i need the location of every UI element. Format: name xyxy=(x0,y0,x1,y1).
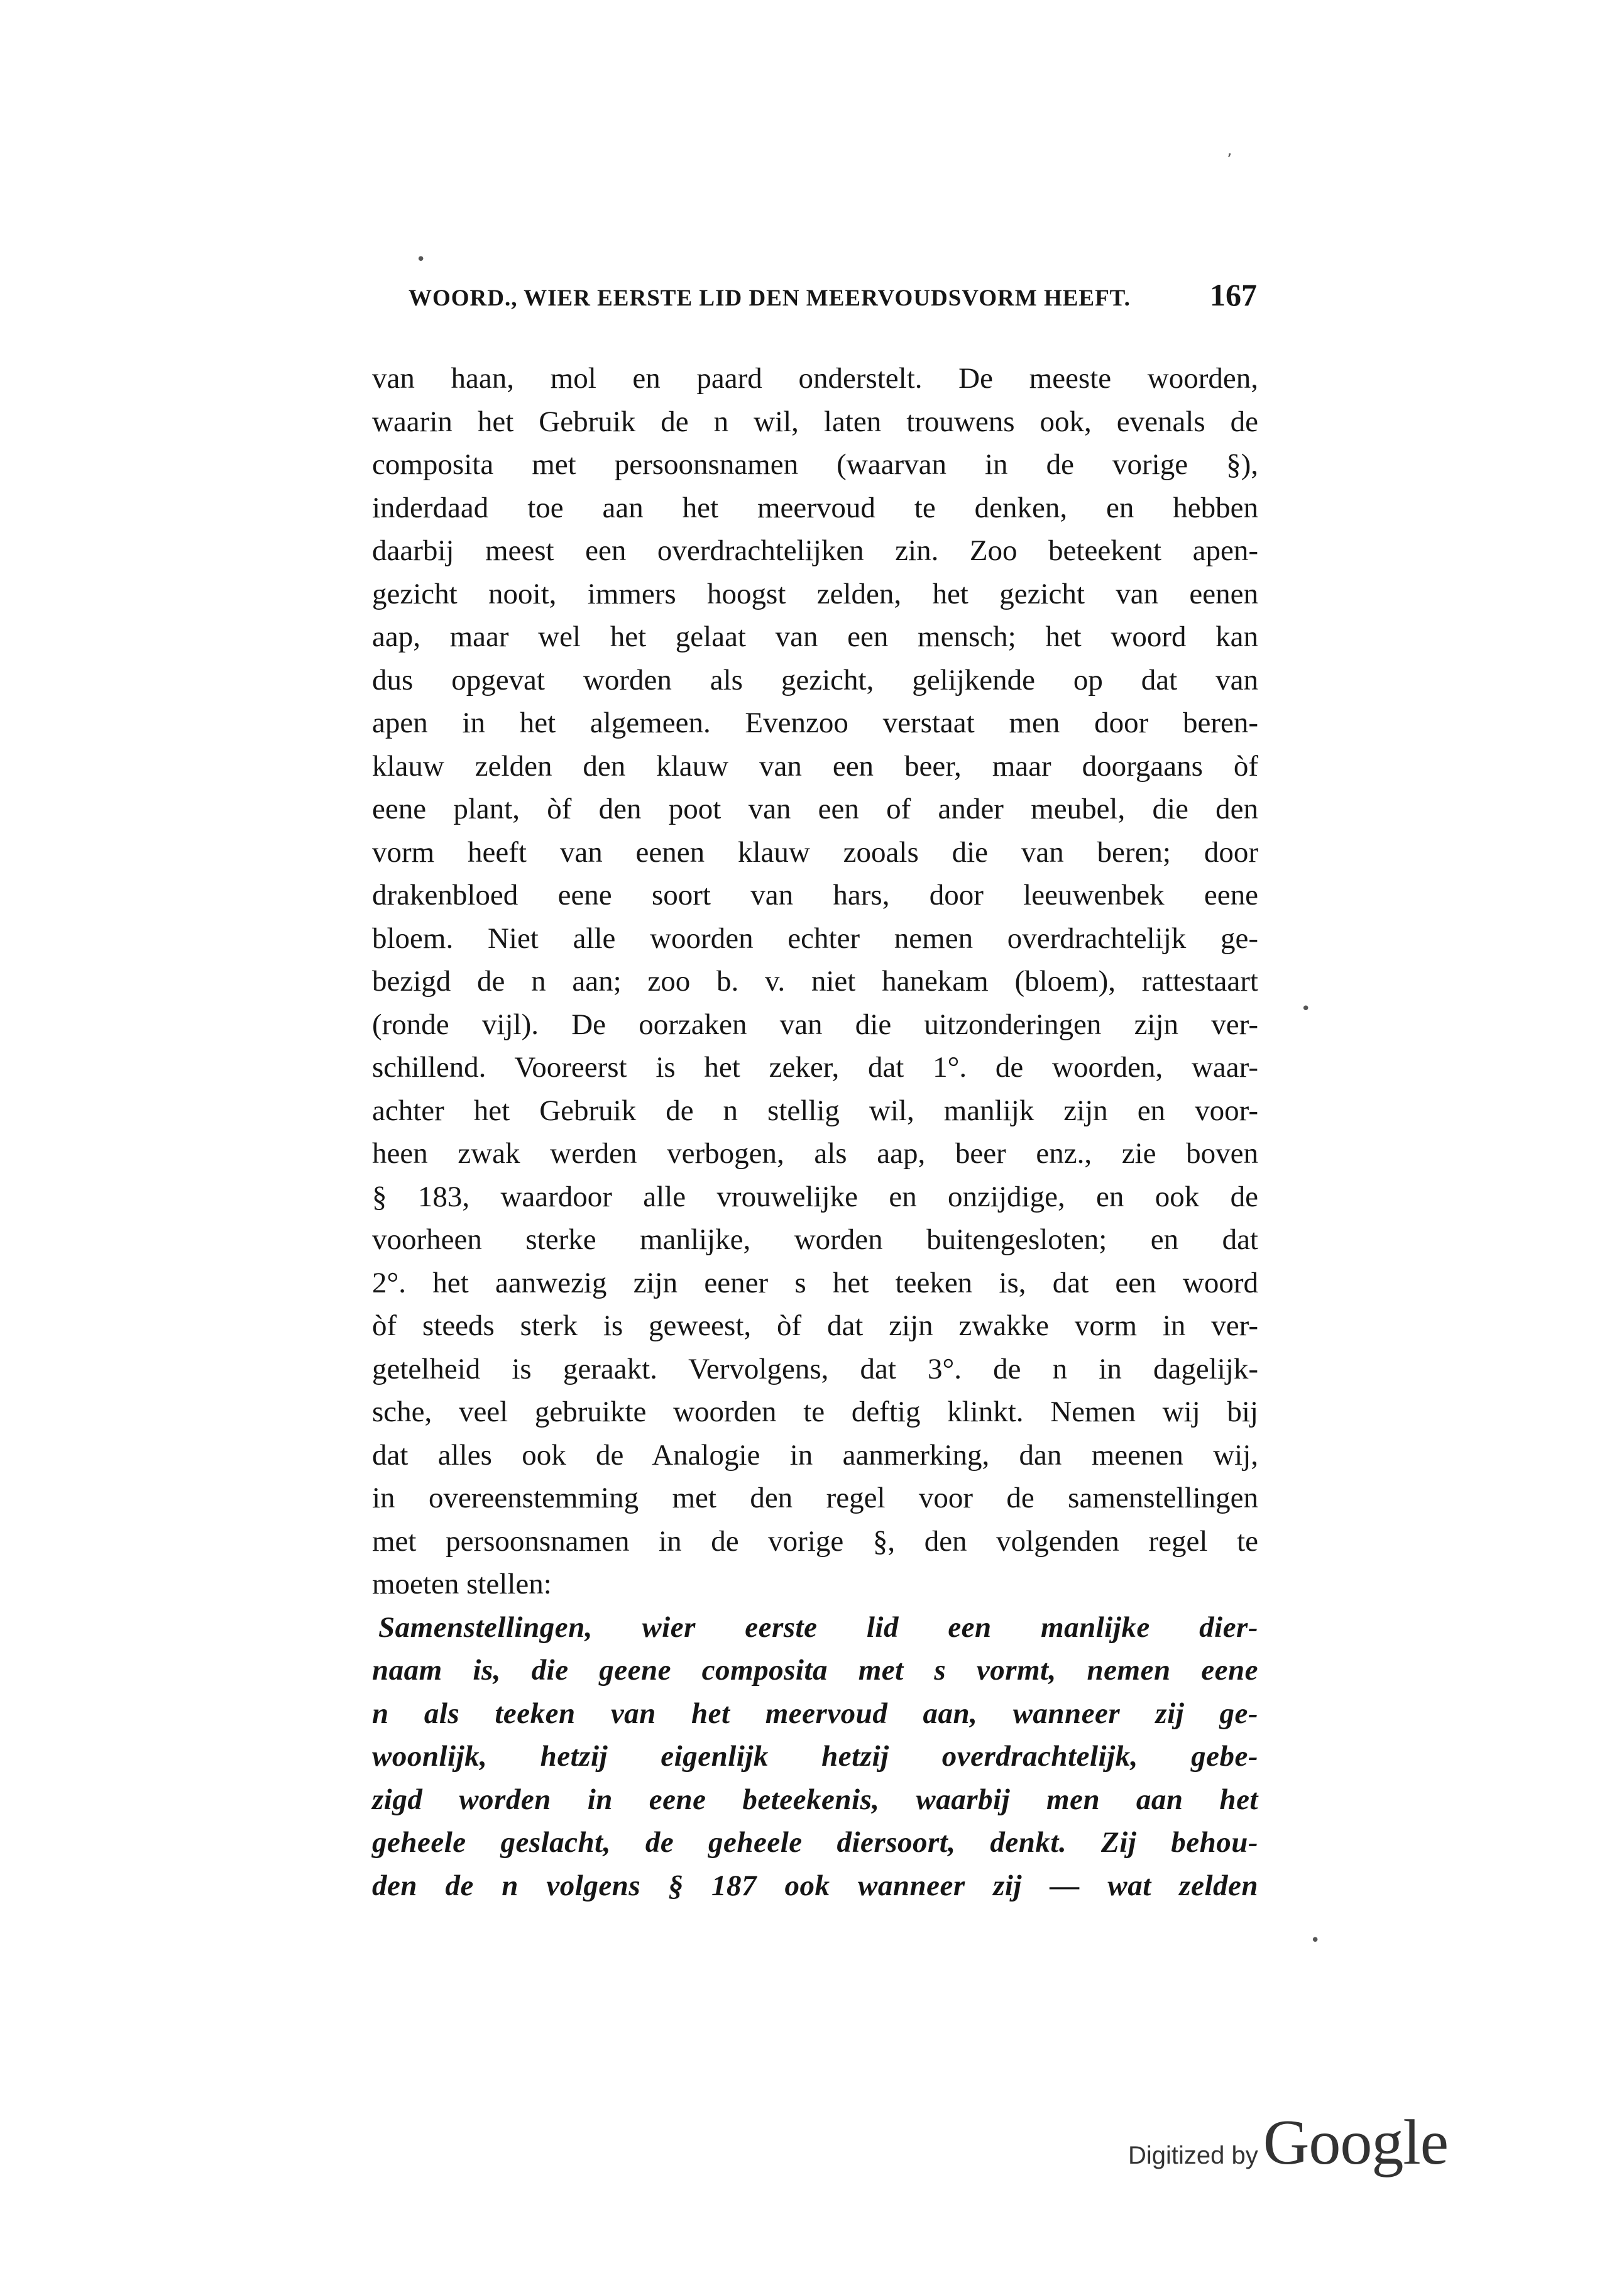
rule-line: Samenstellingen, wier eerste lid een manlijke dier- xyxy=(378,1610,1258,1644)
text-line: eene plant, òf den poot van een of ander meubel, die den xyxy=(372,793,1258,825)
text-line: heen zwak werden verbogen, als aap, beer enz., zie boven xyxy=(372,1137,1258,1170)
text-line: van haan, mol en paard onderstelt. De meeste woorden, xyxy=(372,362,1258,395)
text-line: apen in het algemeen. Evenzoo verstaat men door beren- xyxy=(372,707,1258,739)
text-line: aap, maar wel het gelaat van een mensch; het woord kan xyxy=(372,620,1258,653)
digitized-watermark xyxy=(1128,2106,1448,2179)
scan-speck: • xyxy=(1301,999,1311,1018)
text-line: (ronde vijl). De oorzaken van die uitzonderingen zijn ver- xyxy=(372,1008,1258,1041)
digitized-by-label: Digitized by xyxy=(1127,2142,1258,2169)
scan-speck: • xyxy=(416,250,426,269)
running-head: WOORD., WIER EERSTE LID DEN MEERVOUDSVORM HEEFT. xyxy=(409,285,1131,311)
rule-line: geheele geslacht, de geheele diersoort, denkt. Zij behou- xyxy=(372,1826,1258,1859)
rule-line: den de n volgens § 187 ook wanneer zij — wat zelden xyxy=(372,1869,1258,1902)
text-line: met persoonsnamen in de vorige §, den volgenden regel te xyxy=(372,1524,1258,1558)
text-line: waarin het Gebruik de n wil, laten trouwens ook, evenals de xyxy=(372,405,1258,438)
text-line: drakenbloed eene soort van hars, door leeuwenbek eene xyxy=(372,879,1258,911)
text-line: moeten stellen: xyxy=(372,1568,552,1600)
rule-line: zigd worden in eene beteekenis, waarbij men aan het xyxy=(372,1783,1258,1816)
text-line: composita met persoonsnamen (waarvan in de vorige §), xyxy=(372,448,1258,481)
rule-paragraph xyxy=(372,1606,1258,1908)
rule-line: naam is, die geene composita met s vormt, nemen eene xyxy=(372,1654,1258,1687)
scan-speck: • xyxy=(1310,1931,1320,1950)
text-line: klauw zelden den klauw van een beer, maar doorgaans òf xyxy=(372,749,1258,783)
rule-line: n als teeken van het meervoud aan, wanneer zij ge- xyxy=(372,1697,1258,1730)
page-number: 167 xyxy=(1210,277,1257,312)
text-line: voorheen sterke manlijke, worden buitengesloten; en dat xyxy=(372,1223,1258,1256)
text-line: dat alles ook de Analogie in aanmerking, dan meenen wij, xyxy=(372,1438,1258,1472)
text-line: gezicht nooit, immers hoogst zelden, het gezicht van eenen xyxy=(372,577,1258,610)
page-header xyxy=(409,277,1257,313)
text-line: vorm heeft van eenen klauw zooals die van beren; door xyxy=(372,835,1258,869)
text-line: 2°. het aanwezig zijn eener s het teeken is, dat een woord xyxy=(372,1266,1258,1299)
body-text xyxy=(372,357,1258,1907)
text-line: inderdaad toe aan het meervoud te denken, en hebben xyxy=(372,491,1258,524)
rule-line: woonlijk, hetzij eigenlijk hetzij overdrachtelijk, gebe- xyxy=(372,1740,1258,1773)
scan-speck: ʼ xyxy=(1227,151,1232,170)
text-line: achter het Gebruik de n stellig wil, manlijk zijn en voor- xyxy=(372,1094,1258,1127)
text-line: bezigd de n aan; zoo b. v. niet hanekam (bloem), rattestaart xyxy=(372,965,1258,998)
text-line: in overeenstemming met den regel voor de samenstellingen xyxy=(372,1482,1258,1514)
text-line: bloem. Niet alle woorden echter nemen overdrachtelijk ge- xyxy=(372,922,1258,955)
google-logo: Google xyxy=(1263,2107,1448,2178)
text-line: dus opgevat worden als gezicht, gelijkende op dat van xyxy=(372,663,1258,696)
text-line: getelheid is geraakt. Vervolgens, dat 3°. de n in dagelijk- xyxy=(372,1352,1258,1385)
text-line: § 183, waardoor alle vrouwelijke en onzijdige, en ook de xyxy=(372,1180,1258,1213)
text-line: òf steeds sterk is geweest, òf dat zijn zwakke vorm in ver- xyxy=(372,1309,1258,1342)
text-line: daarbij meest een overdrachtelijken zin. Zoo beteekent apen- xyxy=(372,534,1258,567)
text-line: schillend. Vooreerst is het zeker, dat 1°. de woorden, waar- xyxy=(372,1051,1258,1084)
text-line: sche, veel gebruikte woorden te deftig klinkt. Nemen wij bij xyxy=(372,1395,1258,1428)
